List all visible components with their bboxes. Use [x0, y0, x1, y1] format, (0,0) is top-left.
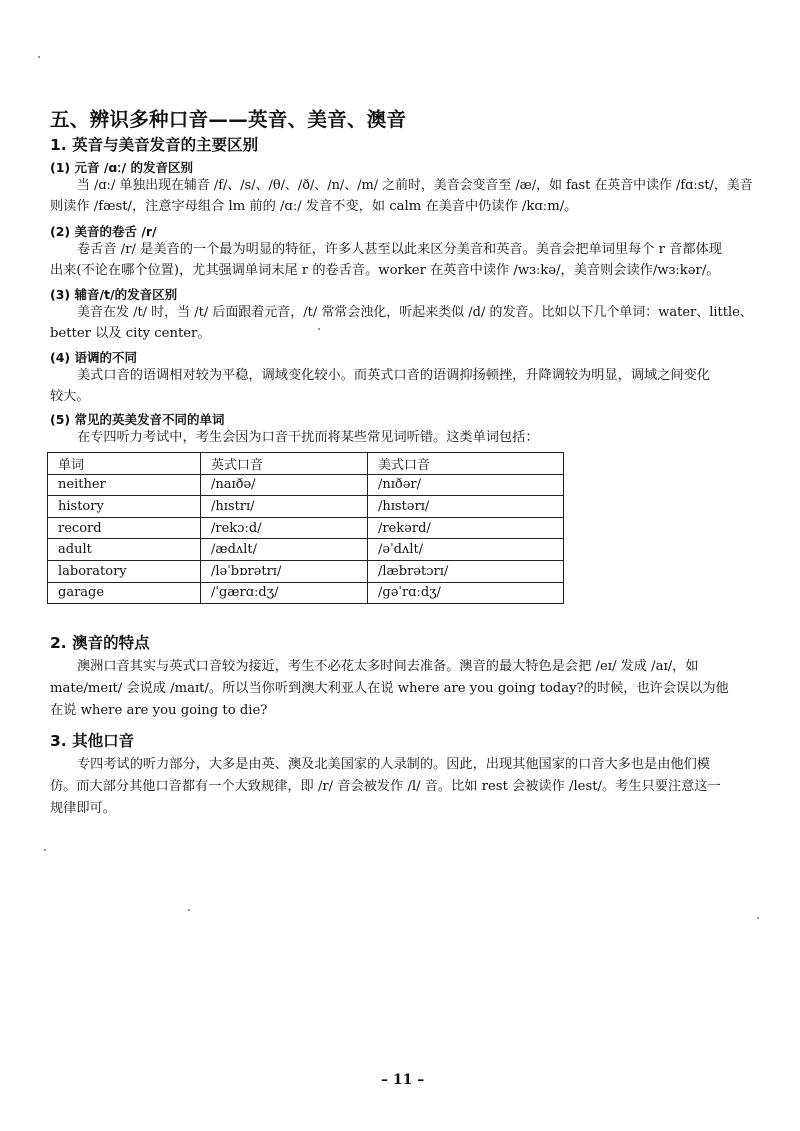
table-cell: /əˈdʌlt/: [368, 539, 564, 561]
table-cell: /ləˈbɒrətrɪ/: [201, 560, 368, 582]
page-number: – 11 –: [381, 1072, 425, 1088]
paragraph-line: 较大。: [50, 389, 90, 404]
item-2-title: (2) 美音的卷舌 /r/: [50, 224, 157, 239]
section-title: 五、辨识多种口音——英音、美音、澳音: [50, 108, 407, 131]
subsection-3-title: 3. 其他口音: [50, 732, 135, 750]
paragraph-line: 卷舌音 /r/ 是美音的一个最为明显的特征，许多人甚至以此来区分美音和英音。美音会把单词里每个 r 音都体现: [77, 242, 722, 257]
paragraph-line: 在说 where are you going to die?: [50, 703, 268, 718]
table-cell: /ædʌlt/: [201, 539, 368, 561]
table-cell: record: [48, 517, 201, 539]
table-cell: /hɪstrɪ/: [201, 496, 368, 518]
paragraph-line: 在专四听力考试中，考生会因为口音干扰而将某些常见词听错。这类单词包括：: [77, 430, 539, 445]
table-cell: /gəˈrɑːdʒ/: [368, 582, 564, 604]
paragraph-line: better 以及 city center。: [50, 326, 211, 341]
table-cell: adult: [48, 539, 201, 561]
table-row: [48, 560, 564, 582]
table-cell: /hɪstərɪ/: [368, 496, 564, 518]
paragraph-line: 出来(不论在哪个位置)，尤其强调单词末尾 r 的卷舌音。worker 在英音中读作 /wɜːkə/，美音则会读作/wɜːkər/。: [50, 263, 720, 278]
table-cell: /læbrətɔrɪ/: [368, 560, 564, 582]
item-1-title: (1) 元音 /ɑː/ 的发音区别: [50, 160, 193, 175]
table-row: [48, 496, 564, 518]
table-header-cell: 单词: [48, 453, 201, 475]
table-header-row: [48, 453, 564, 475]
paragraph-line: 美音在发 /t/ 时，当 /t/ 后面跟着元音，/t/ 常常会浊化，听起来类似 /d/ 的发音。比如以下几个单词：water、little、: [77, 305, 753, 320]
pronunciation-table: [47, 452, 564, 604]
table-cell: /nɪðər/: [368, 474, 564, 496]
paragraph-line: 仿。而大部分其他口音都有一个大致规律，即 /r/ 音会被发作 /l/ 音。比如 rest 会被读作 /lest/。考生只要注意这一: [50, 779, 721, 794]
paragraph-line: 则读作 /fæst/，注意字母组合 lm 前的 /ɑː/ 发音不变，如 calm 在美音中仍读作 /kɑːm/。: [50, 199, 578, 214]
table-cell: neither: [48, 474, 201, 496]
table-cell: /rekərd/: [368, 517, 564, 539]
table-row: [48, 582, 564, 604]
scan-speck: [38, 56, 40, 58]
paragraph-line: 当 /ɑː/ 单独出现在辅音 /f/、/s/、/θ/、/ð/、/n/、/m/ 之前时，美音会变音至 /æ/，如 fast 在英音中读作 /fɑːst/，美音: [77, 178, 753, 193]
scan-speck: [757, 917, 759, 919]
paragraph-line: 澳洲口音其实与英式口音较为接近，考生不必花太多时间去准备。澳音的最大特色是会把 /eɪ/ 发成 /aɪ/，如: [77, 659, 699, 674]
table-row: [48, 474, 564, 496]
table-row: [48, 539, 564, 561]
table-cell: /rekɔːd/: [201, 517, 368, 539]
item-3-title: (3) 辅音/t/的发音区别: [50, 287, 178, 302]
table-header-cell: 美式口音: [368, 453, 564, 475]
table-cell: /ˈgærɑːdʒ/: [201, 582, 368, 604]
paragraph-line: 专四考试的听力部分，大多是由英、澳及北美国家的人录制的。因此，出现其他国家的口音大多也是由他们模: [77, 757, 710, 772]
paragraph-line: 规律即可。: [50, 801, 116, 816]
item-5-title: (5) 常见的英美发音不同的单词: [50, 412, 225, 427]
table-row: [48, 517, 564, 539]
scan-speck: [188, 909, 190, 911]
table-cell: history: [48, 496, 201, 518]
table-header-cell: 英式口音: [201, 453, 368, 475]
paragraph-line: 美式口音的语调相对较为平稳，调域变化较小。而英式口音的语调抑扬顿挫，升降调较为明显，调域之间变化: [77, 368, 710, 383]
paragraph-line: mate/meɪt/ 会说成 /maɪt/。所以当你听到澳大利亚人在说 where are you going today?的时候，也许会误以为他: [50, 681, 729, 696]
subsection-1-title: 1. 英音与美音发音的主要区别: [50, 136, 259, 154]
table-cell: garage: [48, 582, 201, 604]
item-4-title: (4) 语调的不同: [50, 350, 137, 365]
subsection-2-title: 2. 澳音的特点: [50, 634, 150, 652]
scan-speck: [318, 328, 320, 330]
table-cell: /naɪðə/: [201, 474, 368, 496]
scan-speck: [44, 849, 46, 851]
table-cell: laboratory: [48, 560, 201, 582]
